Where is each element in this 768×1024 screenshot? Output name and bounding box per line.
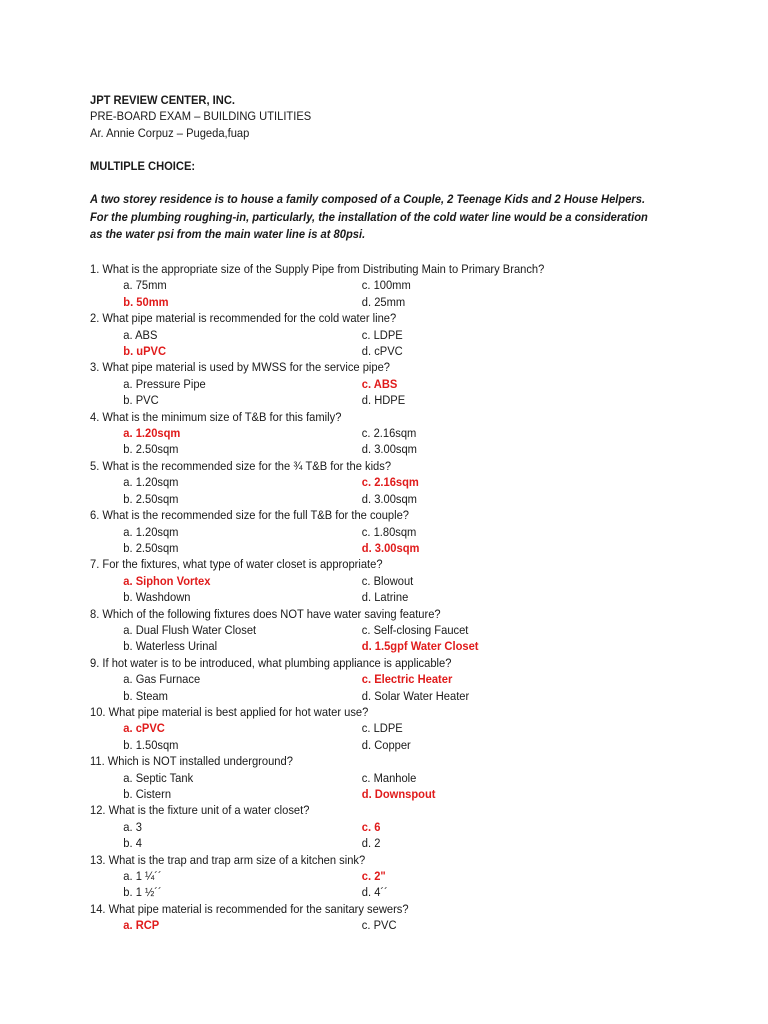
question-block — [90, 310, 648, 359]
answer-choice: d. Copper — [361, 737, 411, 752]
answer-choice: d. Solar Water Heater — [361, 688, 470, 703]
correct-answer-choice: c. Electric Heater — [361, 672, 453, 687]
question-block — [90, 655, 648, 704]
answer-choice: b. 1.50sqm — [123, 737, 179, 752]
organization-title: JPT REVIEW CENTER, INC. — [90, 93, 235, 107]
answer-choice: d. 3.00sqm — [361, 491, 417, 506]
exam-document — [90, 92, 648, 934]
question-text: 3. What pipe material is used by MWSS for the service pipe? — [90, 360, 390, 375]
question-block — [90, 852, 648, 901]
choice-grid — [90, 720, 648, 753]
choice-grid — [90, 376, 648, 409]
answer-choice: a. Pressure Pipe — [123, 376, 206, 391]
question-block — [90, 753, 648, 802]
question-block — [90, 901, 648, 934]
answer-choice: d. 4´´ — [361, 885, 388, 900]
question-text: 4. What is the minimum size of T&B for this family? — [90, 409, 342, 424]
question-text: 6. What is the recommended size for the full T&B for the couple? — [90, 508, 410, 523]
answer-choice: b. Cistern — [123, 787, 172, 802]
question-text: 1. What is the appropriate size of the Supply Pipe from Distributing Main to Primary Branch? — [90, 262, 545, 277]
answer-choice: b. 2.50sqm — [123, 491, 179, 506]
correct-answer-choice: c. 6 — [361, 819, 381, 834]
correct-answer-choice: b. 50mm — [123, 294, 169, 309]
answer-choice: d. 2 — [361, 836, 381, 851]
answer-choice: a. Dual Flush Water Closet — [123, 622, 257, 637]
question-block — [90, 507, 648, 556]
question-block — [90, 802, 648, 851]
answer-choice: d. 25mm — [361, 294, 406, 309]
question-text: 9. If hot water is to be introduced, what plumbing appliance is applicable? — [90, 655, 452, 670]
answer-choice: b. PVC — [123, 393, 159, 408]
question-block — [90, 458, 648, 507]
choice-grid — [90, 474, 648, 507]
answer-choice: b. Waterless Urinal — [123, 639, 218, 654]
question-text: 8. Which of the following fixtures does NOT have water saving feature? — [90, 606, 441, 621]
answer-choice: d. Latrine — [361, 590, 409, 605]
question-block — [90, 556, 648, 605]
question-text: 13. What is the trap and trap arm size of a kitchen sink? — [90, 852, 366, 867]
question-list — [90, 261, 648, 934]
answer-choice: d. 3.00sqm — [361, 442, 417, 457]
choice-grid — [90, 868, 648, 901]
answer-choice: c. Self-closing Faucet — [361, 622, 469, 637]
choice-grid — [90, 917, 648, 933]
question-block — [90, 359, 648, 408]
answer-choice: a. Gas Furnace — [123, 672, 201, 687]
correct-answer-choice: a. 1.20sqm — [123, 426, 181, 441]
question-text: 5. What is the recommended size for the ¾ T&B for the kids? — [90, 458, 392, 473]
question-block — [90, 409, 648, 458]
answer-choice: c. LDPE — [361, 721, 403, 736]
choice-grid — [90, 819, 648, 852]
answer-choice: b. 2.50sqm — [123, 442, 179, 457]
choice-grid — [90, 622, 648, 655]
answer-choice: b. 4 — [123, 836, 142, 851]
answer-choice: c. 100mm — [361, 278, 411, 293]
question-text: 2. What pipe material is recommended for the cold water line? — [90, 311, 397, 326]
choice-grid — [90, 524, 648, 557]
scenario-paragraph: A two storey residence is to house a family composed of a Couple, 2 Teenage Kids and 2 House Helpers. For the plumbing roughing-in, particularly, the installation of the cold water line would be a consideration as the water psi from the main water line is at 80psi. — [90, 192, 648, 242]
answer-choice: a. Septic Tank — [123, 770, 194, 785]
choice-grid — [90, 573, 648, 606]
correct-answer-choice: a. Siphon Vortex — [123, 573, 211, 588]
question-text: 14. What pipe material is recommended for the sanitary sewers? — [90, 901, 409, 916]
correct-answer-choice: c. ABS — [361, 376, 398, 391]
correct-answer-choice: a. cPVC — [123, 721, 165, 736]
author-line: Ar. Annie Corpuz – Pugeda,fuap — [90, 125, 250, 140]
question-text: 10. What pipe material is best applied for hot water use? — [90, 704, 369, 719]
answer-choice: b. 1 ½´´ — [123, 885, 162, 900]
correct-answer-choice: c. 2.16sqm — [361, 475, 419, 490]
answer-choice: b. Steam — [123, 688, 168, 703]
correct-answer-choice: a. RCP — [123, 918, 160, 933]
answer-choice: c. LDPE — [361, 327, 403, 342]
correct-answer-choice: d. 3.00sqm — [361, 540, 420, 555]
answer-choice: c. Blowout — [361, 573, 414, 588]
choice-grid — [90, 327, 648, 360]
answer-choice: a. 3 — [123, 819, 142, 834]
answer-choice: c. PVC — [361, 918, 397, 933]
answer-choice: a. ABS — [123, 327, 158, 342]
correct-answer-choice: d. 1.5gpf Water Closet — [361, 639, 479, 654]
correct-answer-choice: c. 2" — [361, 869, 386, 884]
choice-grid — [90, 425, 648, 458]
question-block — [90, 261, 648, 310]
question-block — [90, 606, 648, 655]
exam-title: PRE-BOARD EXAM – BUILDING UTILITIES — [90, 109, 312, 124]
answer-choice: a. 1 ¼´´ — [123, 869, 162, 884]
correct-answer-choice: b. uPVC — [123, 344, 167, 359]
answer-choice: b. 2.50sqm — [123, 540, 179, 555]
answer-choice: b. Washdown — [123, 590, 191, 605]
choice-grid — [90, 277, 648, 310]
question-block — [90, 704, 648, 753]
document-header — [90, 92, 648, 141]
answer-choice: d. HDPE — [361, 393, 406, 408]
choice-grid — [90, 671, 648, 704]
question-text: 7. For the fixtures, what type of water closet is appropriate? — [90, 557, 383, 572]
answer-choice: c. 1.80sqm — [361, 524, 417, 539]
section-title: MULTIPLE CHOICE: — [90, 158, 196, 173]
answer-choice: c. Manhole — [361, 770, 417, 785]
choice-grid — [90, 770, 648, 803]
question-text: 12. What is the fixture unit of a water closet? — [90, 803, 310, 818]
answer-choice: a. 1.20sqm — [123, 475, 179, 490]
question-text: 11. Which is NOT installed underground? — [90, 754, 293, 769]
answer-choice: a. 1.20sqm — [123, 524, 179, 539]
answer-choice: d. cPVC — [361, 344, 403, 359]
answer-choice: a. 75mm — [123, 278, 167, 293]
correct-answer-choice: d. Downspout — [361, 787, 436, 802]
answer-choice: c. 2.16sqm — [361, 426, 417, 441]
